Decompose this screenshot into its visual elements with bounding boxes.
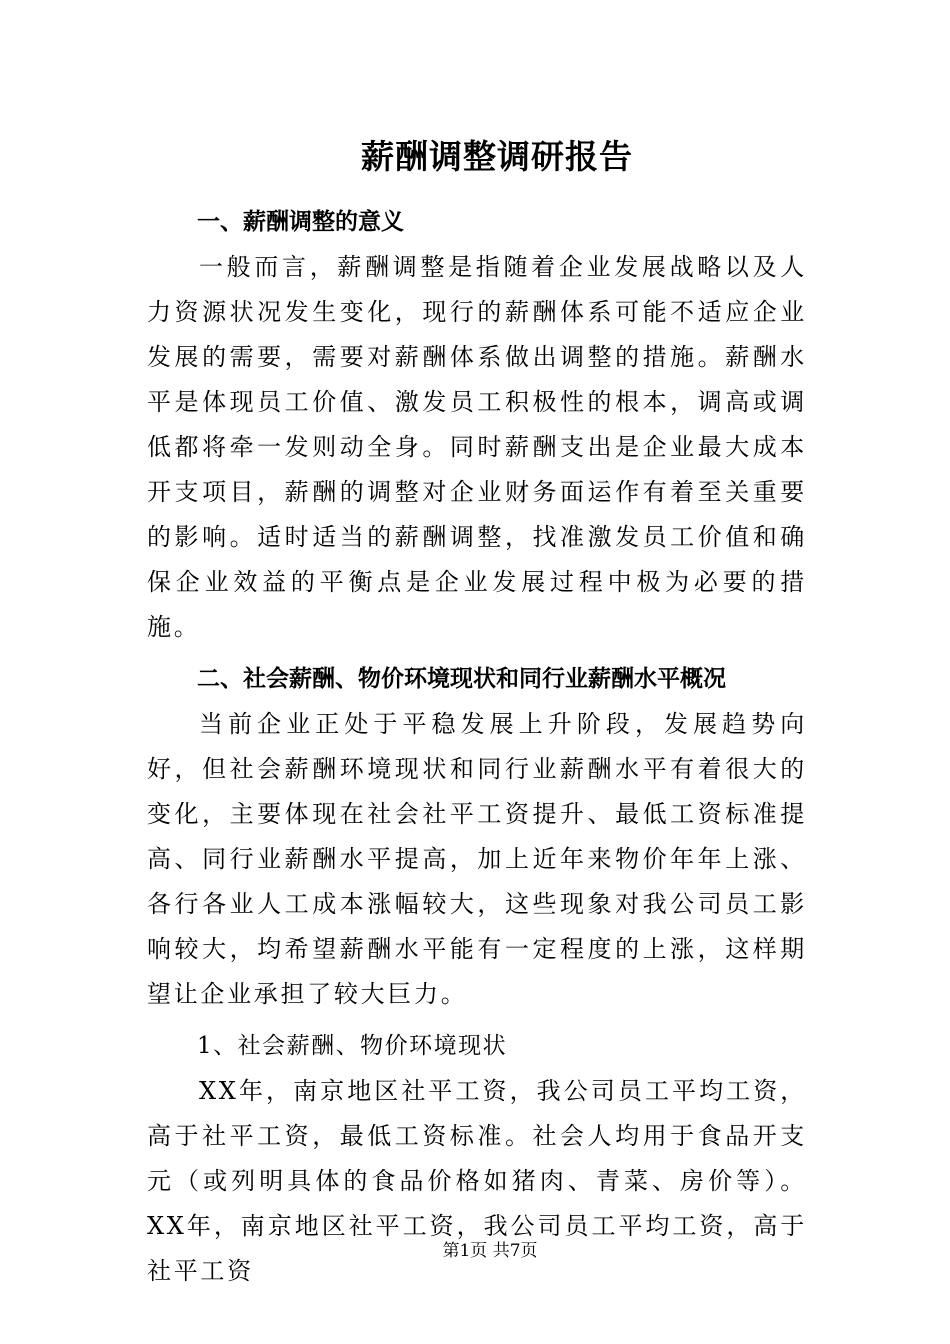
subsection-heading: 1、社会薪酬、物价环境现状 <box>197 1033 508 1059</box>
section-paragraph-1: 一般而言，薪酬调整是指随着企业发展战略以及人力资源状况发生变化，现行的薪酬体系可能不适应企业发展的需要，需要对薪酬体系做出调整的措施。薪酬水平是体现员工价值、激发员工积极性的根本，调高或调低都将牵一发则动全身。同时薪酬支出是企业最大成本开支项目，薪酬的调整对企业财务面运作有着至关重要的影响。适时适当的薪酬调整，找准激发员工价值和确保企业效益的平衡点是企业发展过程中极为必要的措施。 <box>147 253 807 641</box>
page-number-footer: 第1页 共7页 <box>442 1241 538 1261</box>
subsection-paragraph: XX年，南京地区社平工资，我公司员工平均工资，高于社平工资，最低工资标准。社会人均用于食品开支元（或列明具体的食品价格如猪肉、青菜、房价等）。XX年，南京地区社平工资，我公司员工平均工资，高于社平工资 <box>147 1077 807 1285</box>
document-body <box>147 200 807 1294</box>
section-heading-2: 二、社会薪酬、物价环境现状和同行业薪酬水平概况 <box>197 666 726 692</box>
section-heading-1: 一、薪酬调整的意义 <box>197 209 404 235</box>
section-paragraph-2: 当前企业正处于平稳发展上升阶段，发展趋势向好，但社会薪酬环境现状和同行业薪酬水平有着很大的变化，主要体现在社会社平工资提升、最低工资标准提高、同行业薪酬水平提高，加上近年来物价年年上涨、各行各业人工成本涨幅较大，这些现象对我公司员工影响较大，均希望薪酬水平能有一定程度的上涨，这样期望让企业承担了较大巨力。 <box>147 710 807 1008</box>
document-title: 薪酬调整调研报告 <box>361 137 633 176</box>
